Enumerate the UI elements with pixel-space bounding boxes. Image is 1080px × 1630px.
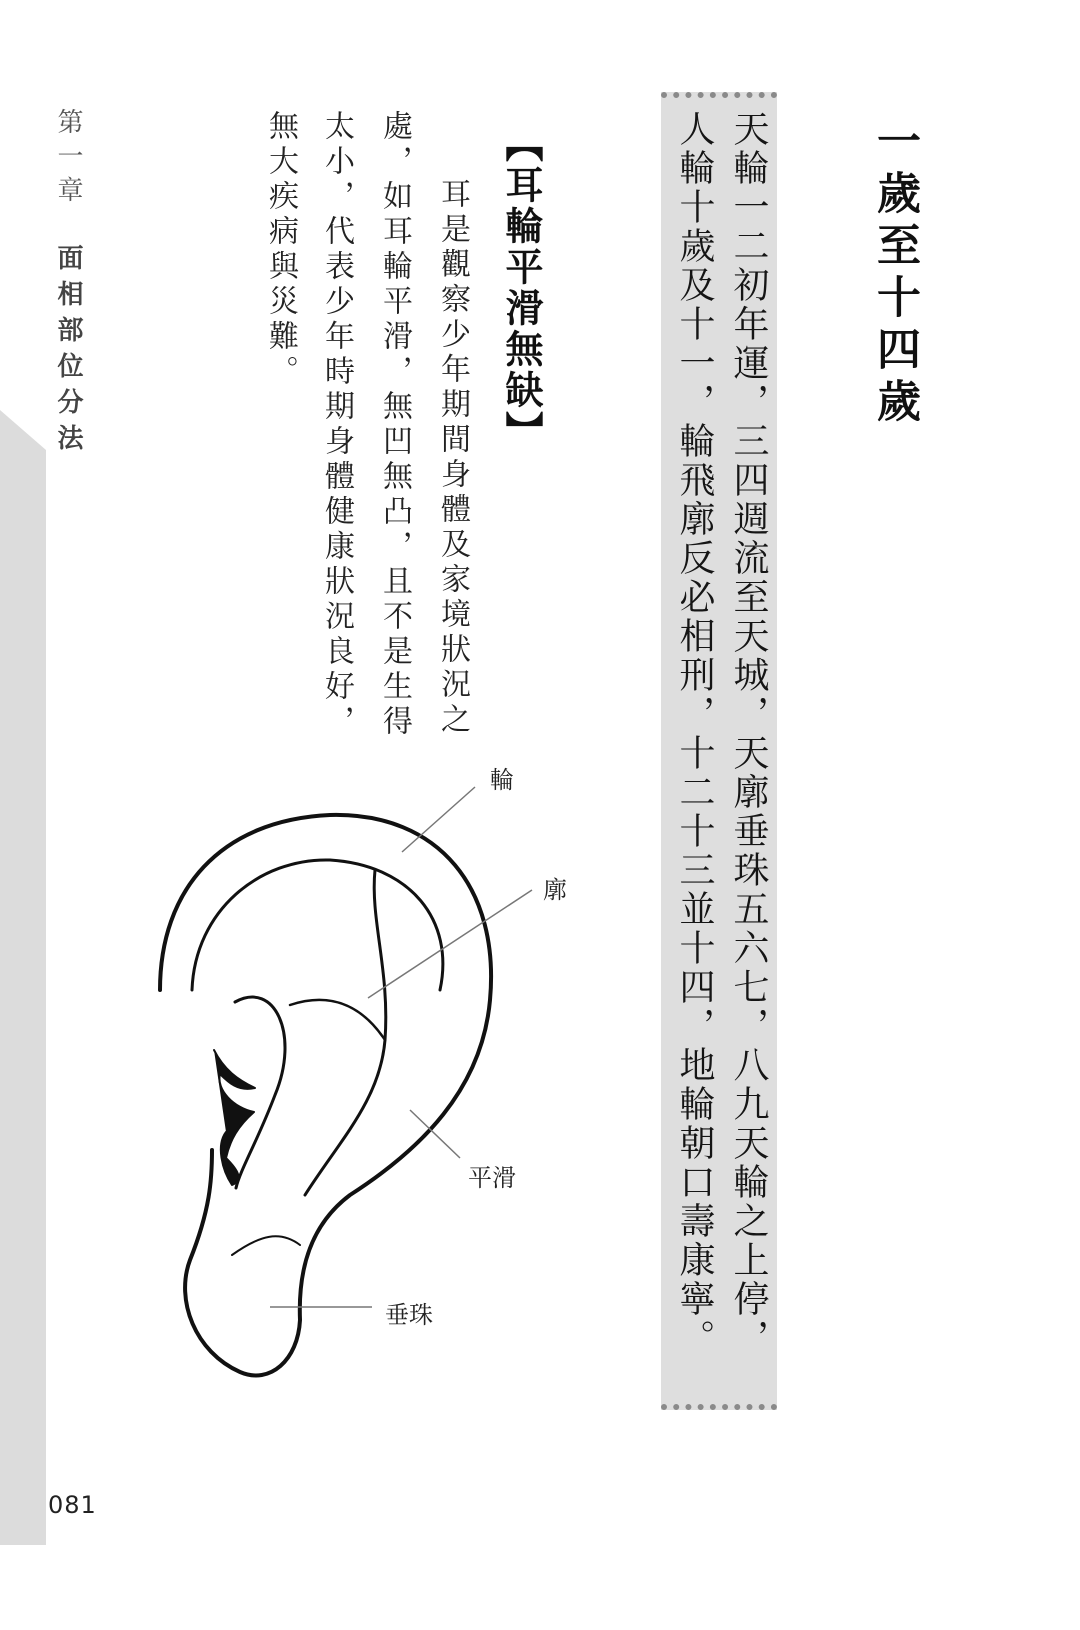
- label-antihelix: 廓: [543, 876, 567, 904]
- label-lobe: 垂珠: [385, 1301, 433, 1329]
- body-column-3: 太小，代表少年時期身體健康狀況良好，: [319, 110, 354, 740]
- subheading: 【耳輪平滑無缺】: [499, 124, 543, 452]
- body-column-1: 耳是觀察少年期間身體及家境狀況之: [435, 178, 470, 738]
- section-label: 面相部位分法: [53, 244, 83, 460]
- page-title: 一歲至十四歲: [869, 118, 920, 430]
- verse-line-2: 人輪十歲及十一，輪飛廓反必相刑，十二十三並十四，地輪朝口壽康寧。: [674, 110, 715, 1358]
- chapter-label: 第一章: [53, 108, 83, 210]
- label-helix: 輪: [490, 766, 514, 794]
- ear-diagram: [140, 740, 580, 1400]
- label-smooth: 平滑: [468, 1164, 516, 1192]
- body-column-2: 處，如耳輪平滑，無凹無凸，且不是生得: [377, 110, 412, 740]
- ear-illustration: [140, 740, 580, 1400]
- page-edge-band: [0, 410, 46, 1545]
- verse-line-1: 天輪一二初年運，三四週流至天城，天廓垂珠五六七，八九天輪之上停，: [728, 110, 769, 1358]
- body-column-4: 無大疾病與災難。: [263, 110, 298, 390]
- page-number: 081: [48, 1491, 97, 1519]
